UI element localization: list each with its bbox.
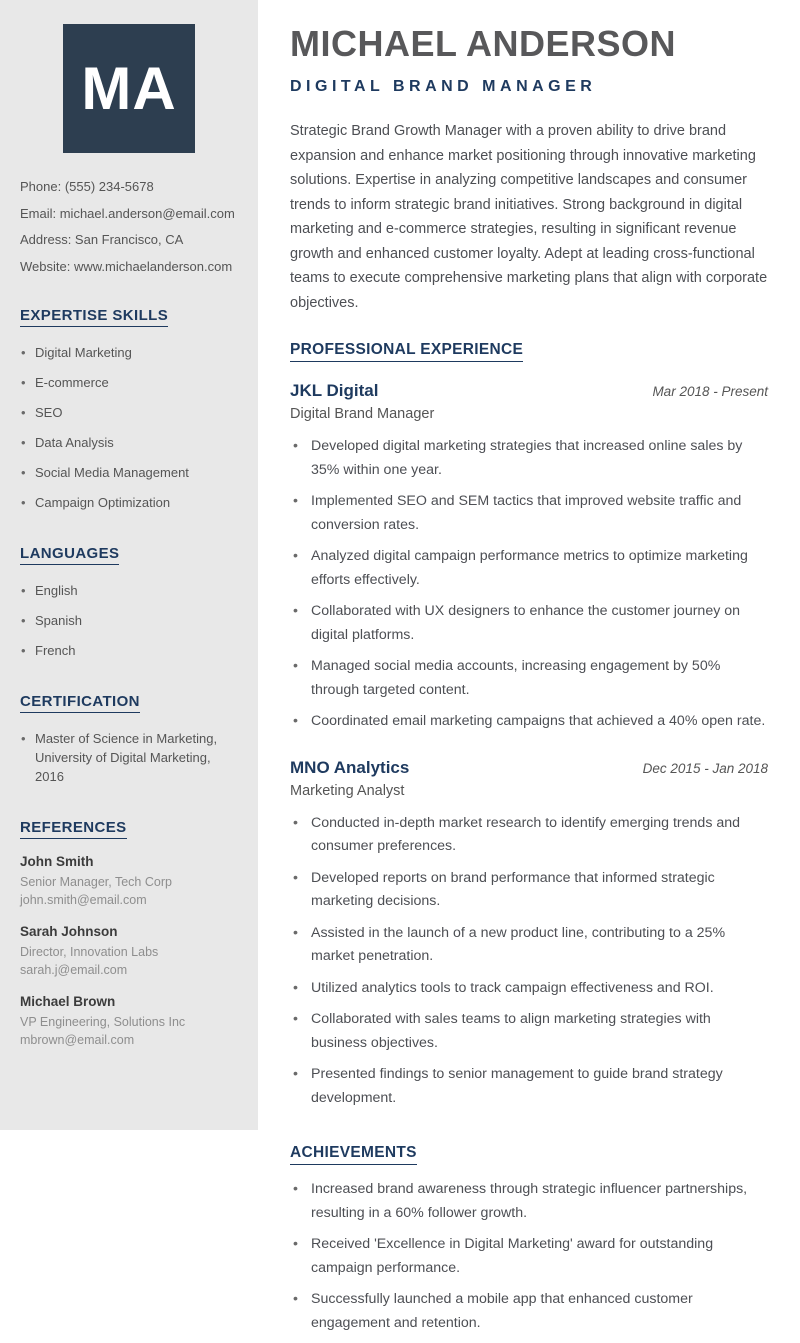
reference-entry [20,924,238,979]
monogram-initials: MA [81,55,177,122]
certification-heading: CERTIFICATION [20,693,140,713]
references-section [20,819,238,1049]
job-bullets [290,812,768,1111]
language-item: • English [20,581,238,600]
job-bullet: • Developed reports on brand performance that informed strategic marketing decisions. [290,867,768,914]
contact-info [20,180,238,274]
person-name: MICHAEL ANDERSON [290,23,677,64]
reference-role: Director, Innovation Labs [20,944,159,959]
skills-heading: EXPERTISE SKILLS [20,307,168,327]
job-dates: Dec 2015 - Jan 2018 [642,760,768,776]
job-entry [290,381,768,734]
reference-email: john.smith@email.com [20,892,147,907]
achievements-heading: ACHIEVEMENTS [290,1144,417,1165]
job-bullet: • Collaborated with UX designers to enhance the customer journey on digital platforms. [290,600,768,647]
job-bullet: • Managed social media accounts, increasing engagement by 50% through targeted content. [290,655,768,702]
reference-name: Sarah Johnson [20,923,118,939]
skills-list [20,343,238,512]
languages-section [20,545,238,660]
person-job-title: DIGITAL BRAND MANAGER [290,78,597,95]
contact-address: Address: San Francisco, CA [20,232,184,247]
experience-heading: PROFESSIONAL EXPERIENCE [290,341,523,362]
references-heading: REFERENCES [20,819,127,839]
contact-website: Website: www.michaelanderson.com [20,258,233,274]
job-entry [290,758,768,1111]
reference-name: John Smith [20,853,94,869]
job-role: Digital Brand Manager [290,406,435,422]
reference-entry [20,994,238,1049]
contact-phone: Phone: (555) 234-5678 [20,179,154,194]
certification-section [20,693,238,786]
reference-role: VP Engineering, Solutions Inc [20,1014,186,1029]
languages-heading: LANGUAGES [20,545,119,565]
job-bullet: • Coordinated email marketing campaigns that achieved a 40% open rate. [290,710,768,734]
experience-section [290,341,768,1110]
reference-name: Michael Brown [20,993,116,1009]
job-bullet: • Analyzed digital campaign performance metrics to optimize marketing efforts effectively. [290,545,768,592]
resume-main [290,0,768,1343]
job-bullet: • Presented findings to senior management to guide brand strategy development. [290,1063,768,1110]
reference-entry [20,854,238,909]
job-role: Marketing Analyst [290,782,405,799]
certification-item: • Master of Science in Marketing, University of Digital Marketing, 2016 [20,729,238,786]
reference-email: mbrown@email.com [20,1032,135,1047]
achievements-section [290,1144,768,1335]
job-bullets [290,435,768,734]
resume-sidebar [0,0,258,1130]
monogram-badge [63,24,195,153]
job-header [290,758,768,778]
skill-item: • E-commerce [20,373,238,392]
achievement-item: • Received 'Excellence in Digital Marketing' award for outstanding campaign performance. [290,1233,768,1280]
achievement-item: • Successfully launched a mobile app that enhanced customer engagement and retention. [290,1288,768,1335]
certification-list [20,729,238,786]
skills-section [20,307,238,512]
achievement-item: • Increased brand awareness through strategic influencer partnerships, resulting in a 60% follower growth. [290,1178,768,1225]
reference-role: Senior Manager, Tech Corp [20,874,172,889]
company-name: MNO Analytics [290,757,410,777]
language-item: • Spanish [20,611,238,630]
job-dates: Mar 2018 - Present [652,384,768,399]
job-header [290,381,768,401]
job-bullet: • Developed digital marketing strategies that increased online sales by 35% within one year. [290,435,768,482]
languages-list [20,581,238,660]
company-name: JKL Digital [290,381,379,400]
job-bullet: • Utilized analytics tools to track campaign effectiveness and ROI. [290,977,768,1001]
professional-summary: Strategic Brand Growth Manager with a proven ability to drive brand expansion and enhance market positioning through innovative marketing solutions. Expertise in analyzing competitive landscapes and consumer trends to inform strategic brand initiatives. Strong background in digital marketing and e-commerce strategies, resulting in significant revenue growth and enhanced customer loyalty. Adept at leading cross-functional teams to execute comprehensive marketing plans that align with corporate objectives. [290,123,768,311]
job-bullet: • Implemented SEO and SEM tactics that improved website traffic and conversion rates. [290,490,768,537]
job-bullet: • Collaborated with sales teams to align marketing strategies with business objectives. [290,1008,768,1055]
job-bullet: • Conducted in-depth market research to identify emerging trends and consumer preferences. [290,812,768,859]
job-bullet: • Assisted in the launch of a new product line, contributing to a 25% market penetration. [290,922,768,969]
achievements-list [290,1178,768,1335]
skill-item: • Campaign Optimization [20,493,238,512]
contact-email: Email: michael.anderson@email.com [20,205,235,221]
skill-item: • Data Analysis [20,433,238,452]
skill-item: • Social Media Management [20,463,238,482]
language-item: • French [20,641,238,660]
skill-item: • Digital Marketing [20,343,238,362]
reference-email: sarah.j@email.com [20,962,128,977]
skill-item: • SEO [20,403,238,422]
